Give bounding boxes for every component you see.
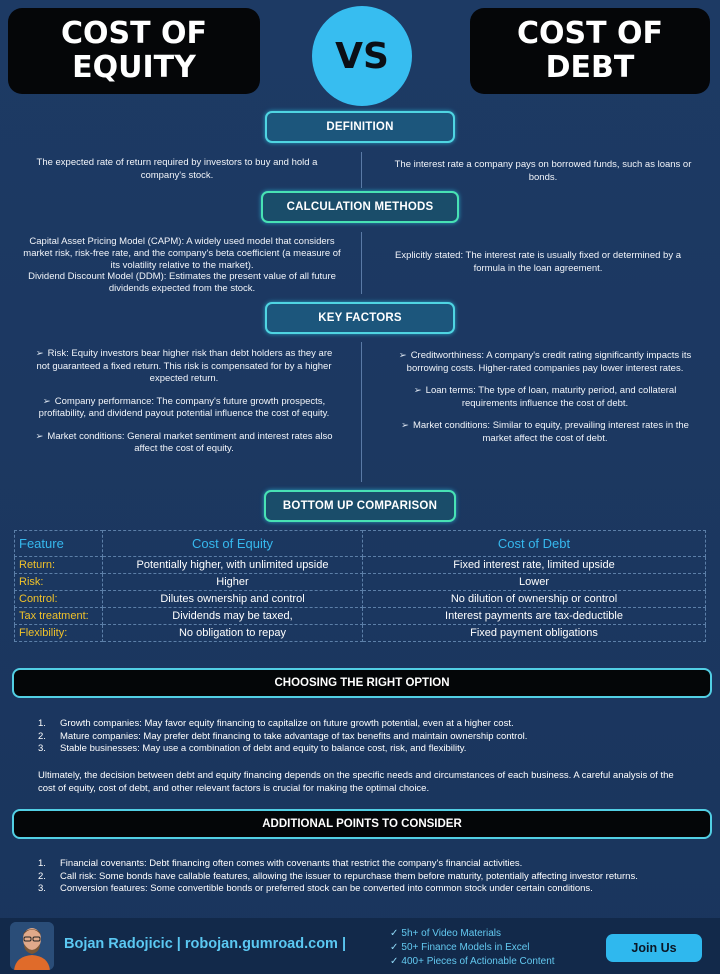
list-item: ✓ 400+ Pieces of Actionable Content: [390, 956, 555, 967]
arrow-icon: ➢: [35, 348, 44, 359]
calculation-divider: [361, 232, 362, 294]
calculation-equity: [22, 236, 342, 295]
table-row: [15, 625, 706, 642]
table-row: [15, 591, 706, 608]
definition-equity: The expected rate of return required by investors to buy and hold a company's stock.: [36, 157, 318, 181]
debt-factor-market: ➢ Market conditions: Similar to equity, prevailing interest rates in the market affect the cost of debt.: [401, 420, 689, 444]
calculation-debt: Explicitly stated: The interest rate is usually fixed or determined by a formula in the loan agreement.: [394, 250, 682, 274]
feature-cell: Risk:: [15, 574, 103, 591]
ddm-text: Dividend Discount Model (DDM): Estimates the present value of all future dividends expected from the stock.: [28, 271, 336, 295]
debt-cell: Fixed interest rate, limited upside: [363, 557, 706, 574]
table-row: [15, 608, 706, 625]
arrow-icon: ➢: [398, 350, 407, 361]
key-factors-pill: KEY FACTORS: [265, 302, 455, 334]
conclusion-paragraph: Ultimately, the decision between debt and equity financing depends on the specific needs and circumstances of each business. A careful analysis of the cost of equity, cost of debt, and other relevant factors is crucial for making the optimal choice.: [38, 770, 674, 794]
cost-of-equity-title: COST OF EQUITY: [8, 8, 260, 94]
feature-cell: Return:: [15, 557, 103, 574]
arrow-icon: ➢: [413, 385, 422, 396]
debt-cell: Interest payments are tax-deductible: [363, 608, 706, 625]
list-item: 2. Call risk: Some bonds have callable features, allowing the issuer to repurchase them before maturity, potentially affecting investor returns.: [38, 870, 638, 882]
table-row: [15, 557, 706, 574]
equity-cell: Potentially higher, with unlimited upside: [103, 557, 363, 574]
check-icon: ✓: [390, 928, 399, 939]
additional-list: [38, 858, 708, 896]
person-icon: [10, 922, 54, 970]
header-cost-of-equity: Cost of Equity: [103, 531, 363, 557]
table-row: [15, 574, 706, 591]
equity-factor-market: ➢ Market conditions: General market sentiment and interest rates also affect the cost of equity.: [35, 430, 333, 454]
key-factors-divider: [361, 342, 362, 482]
definition-divider: [361, 152, 362, 188]
perks-list: [390, 927, 555, 969]
list-item: 3. Conversion features: Some convertible bonds or preferred stock can be converted into common stock under certain conditions.: [38, 883, 593, 894]
equity-cell: Dilutes ownership and control: [103, 591, 363, 608]
definition-pill: DEFINITION: [265, 111, 455, 143]
debt-factor-credit: ➢ Creditworthiness: A company's credit rating significantly impacts its borrowing costs. Higher-rated companies pay lower interest rates.: [398, 350, 692, 374]
choosing-right-option-bar: CHOOSING THE RIGHT OPTION: [12, 668, 712, 698]
calculation-methods-pill: CALCULATION METHODS: [261, 191, 459, 223]
list-item: 3. Stable businesses: May use a combination of debt and equity to balance cost, risk, and flexibility.: [38, 743, 467, 754]
equity-factor-risk: ➢ Risk: Equity investors bear higher risk than debt holders as they are not guaranteed a fixed return. This risk is compensated for by a higher expected return.: [35, 348, 333, 384]
list-item: ✓ 5h+ of Video Materials: [390, 928, 501, 939]
header-cost-of-debt: Cost of Debt: [363, 531, 706, 557]
debt-cell: Lower: [363, 574, 706, 591]
author-avatar: [10, 922, 54, 970]
list-item: 1. Financial covenants: Debt financing often comes with covenants that restrict the company's financial activities.: [38, 858, 523, 869]
arrow-icon: ➢: [401, 420, 409, 431]
join-us-button[interactable]: Join Us: [606, 934, 702, 962]
choosing-list: [38, 718, 708, 756]
equity-cell: Dividends may be taxed,: [103, 608, 363, 625]
additional-points-bar: ADDITIONAL POINTS TO CONSIDER: [12, 809, 712, 839]
debt-factor-loan-terms: ➢ Loan terms: The type of loan, maturity period, and collateral requirements influence the cost of debt.: [413, 385, 677, 409]
key-factors-debt: [386, 350, 704, 455]
feature-cell: Tax treatment:: [15, 608, 103, 625]
equity-factor-list: [28, 348, 340, 456]
bottom-up-comparison-pill: BOTTOM UP COMPARISON: [264, 490, 456, 522]
debt-factor-list: [386, 350, 704, 445]
feature-cell: Control:: [15, 591, 103, 608]
list-item: ✓ 50+ Finance Models in Excel: [390, 942, 530, 953]
comparison-table: [14, 530, 706, 642]
definition-debt: The interest rate a company pays on borrowed funds, such as loans or bonds.: [394, 159, 692, 183]
author-credit: Bojan Radojicic | robojan.gumroad.com |: [64, 936, 347, 952]
cost-of-debt-title: COST OF DEBT: [470, 8, 710, 94]
table-header-row: [15, 531, 706, 557]
header-feature: Feature: [15, 531, 103, 557]
list-item: 1. Growth companies: May favor equity financing to capitalize on future growth potential, even at a higher cost.: [38, 718, 514, 729]
check-icon: ✓: [390, 956, 399, 967]
equity-cell: Higher: [103, 574, 363, 591]
feature-cell: Flexibility:: [15, 625, 103, 642]
list-item: 2. Mature companies: May prefer debt financing to take advantage of tax benefits and maintain ownership control.: [38, 730, 528, 742]
debt-cell: Fixed payment obligations: [363, 625, 706, 642]
capm-text: Capital Asset Pricing Model (CAPM): A widely used model that considers market risk, risk-free rate, and the company's beta coefficient (a measure of its volatility relative to the market).: [23, 236, 341, 271]
arrow-icon: ➢: [42, 395, 51, 407]
key-factors-equity: [28, 348, 340, 466]
equity-cell: No obligation to repay: [103, 625, 363, 642]
equity-factor-performance: ➢ Company performance: The company's future growth prospects, profitability, and dividend payout potential influence the cost of equity.: [38, 395, 330, 419]
check-icon: ✓: [390, 942, 399, 953]
debt-cell: No dilution of ownership or control: [363, 591, 706, 608]
arrow-icon: ➢: [35, 430, 44, 442]
vs-badge: VS: [312, 6, 412, 106]
